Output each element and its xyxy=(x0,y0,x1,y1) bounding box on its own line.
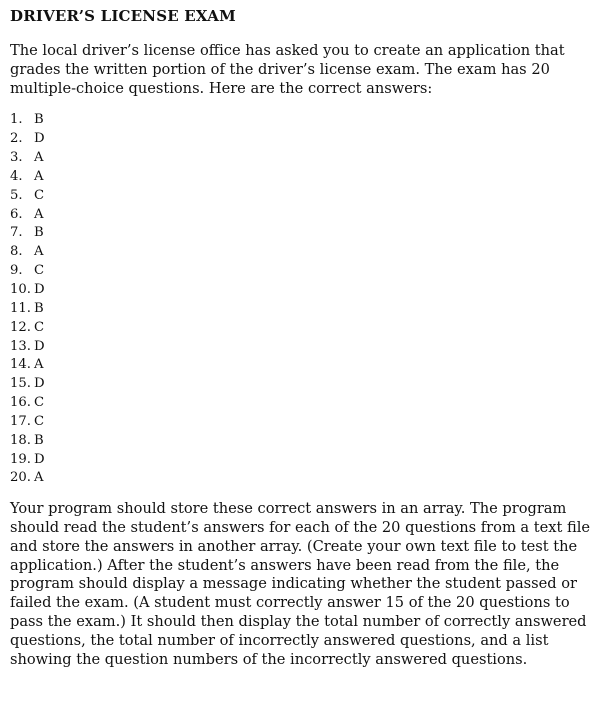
answer-number: 15. xyxy=(10,376,31,392)
answer-letter: C xyxy=(34,263,45,279)
answer-item xyxy=(10,281,594,300)
answer-letter: A xyxy=(34,150,44,166)
answer-number: 1. xyxy=(10,112,23,128)
answer-item xyxy=(10,187,594,206)
answer-number: 10. xyxy=(10,281,31,297)
answer-item xyxy=(10,262,594,281)
answer-number: 3. xyxy=(10,150,23,166)
answer-letter: B xyxy=(34,300,44,316)
answer-letter: C xyxy=(34,413,45,429)
answer-letter: A xyxy=(34,244,44,260)
document-title: DRIVER’S LICENSE EXAM xyxy=(10,7,236,25)
answer-item xyxy=(10,206,594,225)
answer-item xyxy=(10,243,594,262)
answer-number: 19. xyxy=(10,451,31,467)
answer-number: 6. xyxy=(10,206,23,222)
answer-number: 14. xyxy=(10,357,31,373)
answer-number: 13. xyxy=(10,338,31,354)
answer-item xyxy=(10,224,594,243)
answer-item xyxy=(10,319,594,338)
answer-number: 4. xyxy=(10,168,23,184)
answer-number: 7. xyxy=(10,225,23,241)
answer-letter: C xyxy=(34,187,45,203)
answer-item xyxy=(10,469,594,488)
answer-item xyxy=(10,432,594,451)
answer-letter: A xyxy=(34,206,44,222)
intro-paragraph: The local driver’s license office has asked you to create an application that grades the written portion of the driver’s license exam. The exam has 20 multiple-choice questions. Here are the correct answers: xyxy=(10,42,565,97)
answer-item xyxy=(10,413,594,432)
answer-letter: B xyxy=(34,432,44,448)
answer-letter: B xyxy=(34,225,44,241)
answer-item xyxy=(10,111,594,130)
answer-number: 12. xyxy=(10,319,31,335)
answer-letter: D xyxy=(34,131,45,147)
answer-letter: D xyxy=(34,338,45,354)
answer-item xyxy=(10,356,594,375)
answer-item xyxy=(10,394,594,413)
answer-item xyxy=(10,149,594,168)
answer-letter: A xyxy=(34,357,44,373)
answer-item xyxy=(10,451,594,470)
answer-letter: D xyxy=(34,451,45,467)
answer-item xyxy=(10,168,594,187)
answer-number: 18. xyxy=(10,432,31,448)
answer-number: 17. xyxy=(10,413,31,429)
instructions-paragraph: Your program should store these correct answers in an array. The program should read the student’s answers for each of the 20 questions from a text file and store the answers in another array. (Create your own text file to test the application.) After the student’s answers have been read from the file, the program should display a message indicating whether the student passed or failed the exam. (A student must correctly answer 15 of the 20 questions to pass the exam.) It should then display the total number of correctly answered questions, the total number of incorrectly answered questions, and a list showing the question numbers of the incorrectly answered questions. xyxy=(10,500,591,668)
answer-item xyxy=(10,300,594,319)
answer-list xyxy=(10,111,594,488)
answer-letter: C xyxy=(34,319,45,335)
answer-item xyxy=(10,375,594,394)
answer-number: 20. xyxy=(10,470,31,486)
answer-number: 5. xyxy=(10,187,23,203)
answer-letter: B xyxy=(34,112,44,128)
answer-item xyxy=(10,130,594,149)
answer-item xyxy=(10,338,594,357)
answer-number: 8. xyxy=(10,244,23,260)
answer-letter: A xyxy=(34,168,44,184)
answer-number: 2. xyxy=(10,131,23,147)
answer-number: 9. xyxy=(10,263,23,279)
answer-letter: A xyxy=(34,470,44,486)
answer-letter: D xyxy=(34,376,45,392)
answer-number: 11. xyxy=(10,300,31,316)
answer-letter: C xyxy=(34,395,45,411)
answer-letter: D xyxy=(34,281,45,297)
answer-number: 16. xyxy=(10,395,31,411)
